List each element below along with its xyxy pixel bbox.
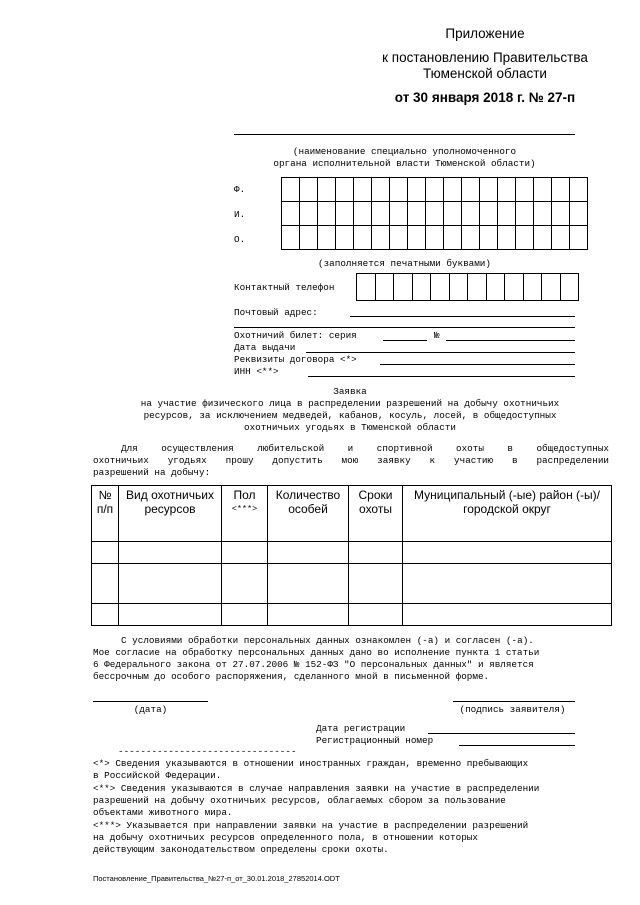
sex-label: Пол <box>233 488 256 502</box>
sex-footnote-mark: <***> <box>231 504 258 514</box>
contract-line[interactable] <box>380 364 575 365</box>
inn-line[interactable] <box>308 376 575 377</box>
print-letters-note: (заполняется печатными буквами) <box>318 258 491 269</box>
ticket-number-line[interactable] <box>446 340 575 341</box>
surname-row[interactable] <box>282 178 588 202</box>
footnote-2-line-3: объектами животного мира. <box>93 807 233 818</box>
consent-line-2: Мое согласие на обработку персональных данных дано во исполнение пункта 1 статьи <box>93 647 540 658</box>
signature-line[interactable] <box>453 701 575 702</box>
name-letter-grid[interactable] <box>281 177 588 250</box>
date-line[interactable] <box>93 701 208 702</box>
authority-caption-2: органа исполнительной власти Тюменской области) <box>273 158 536 169</box>
patronymic-label: О. <box>234 234 246 245</box>
name-row[interactable] <box>282 202 588 226</box>
decree-date-number: от 30 января 2018 г. № 27-п <box>394 90 576 105</box>
authority-caption-1: (наименование специально уполномоченного <box>292 146 517 157</box>
col-district-header: Муниципальный (-ые) район (-ы)/ городской округ <box>403 486 612 542</box>
table-header-row <box>92 486 612 542</box>
intro-line-1: Для осуществления любительской и спортивной охоты в общедоступных <box>121 443 609 454</box>
contract-label: Реквизиты договора <*> <box>234 354 357 365</box>
name-label: И. <box>234 209 246 220</box>
registration-number-line[interactable] <box>459 745 575 746</box>
number-sign: № <box>434 330 440 341</box>
footnote-3-line-2: на добычу охотничьих ресурсов определенного пола, в отношении которых <box>93 832 478 843</box>
appendix-label: Приложение <box>445 26 525 41</box>
footnote-2-line-1: <**> Сведения указываются в случае направления заявки на участие в распределении <box>93 783 540 794</box>
intro-line-3: разрешений на добычу: <box>93 467 211 478</box>
title-line-2: ресурсов, за исключением медведей, кабанов, косуль, лосей, в общедоступных <box>143 410 557 421</box>
authority-line[interactable] <box>234 134 575 135</box>
decree-reference: к постановлению Правительства <box>382 50 588 65</box>
footnote-1-line-2: в Российской Федерации. <box>93 770 222 781</box>
signature-caption: (подпись заявителя) <box>459 704 566 715</box>
footnote-separator: -------------------------------- <box>118 746 297 757</box>
patronymic-row[interactable] <box>282 226 588 250</box>
hunting-ticket-label: Охотничий билет: серия <box>234 330 357 341</box>
consent-line-4: бессрочным до особого распоряжения, сделанного мной в письменной форме. <box>93 671 490 682</box>
footnote-1-line-1: <*> Сведения указываются в отношении иностранных граждан, временно пребывающих <box>93 758 529 769</box>
col-period-header: Сроки охоты <box>349 486 403 542</box>
date-caption: (дата) <box>133 704 168 715</box>
species-table <box>91 485 612 626</box>
address-label: Почтовый адрес: <box>234 307 318 318</box>
footnote-3-line-1: <***> Указывается при направлении заявки на участие в распределении разрешений <box>93 820 529 831</box>
table-row[interactable] <box>92 542 612 564</box>
inn-label: ИНН <**> <box>234 366 279 377</box>
col-sex-header <box>222 486 268 542</box>
consent-line-3: 6 Федерального закона от 27.07.2006 № 152-ФЗ "О персональных данных" и является <box>93 659 534 670</box>
registration-date-line[interactable] <box>428 733 575 734</box>
document-filename: Постановление_Правительства_№27-п_от_30.01.2018_27852014.ODT <box>93 874 340 883</box>
registration-number-label: Регистрационный номер <box>316 735 434 746</box>
ticket-series-line[interactable] <box>383 340 427 341</box>
region-name: Тюменской области <box>423 66 547 81</box>
table-row[interactable] <box>92 604 612 626</box>
phone-grid[interactable] <box>356 273 579 301</box>
issue-date-line[interactable] <box>306 352 575 353</box>
surname-label: Ф. <box>234 184 246 195</box>
phone-label: Контактный телефон <box>234 282 335 293</box>
address-line-1[interactable] <box>350 316 575 317</box>
registration-date-label: Дата регистрации <box>316 723 406 734</box>
address-line-2[interactable] <box>234 327 575 328</box>
intro-line-2: охотничьих угодьях прошу допустить мою заявку к участию в распределении <box>93 455 609 466</box>
title-line-3: охотничьих угодьях в Тюменской области <box>243 422 456 433</box>
footnote-3-line-3: действующим законодательством определены сроки охоты. <box>93 844 389 855</box>
table-row[interactable] <box>92 564 612 604</box>
col-number-header: № п/п <box>92 486 119 542</box>
footnote-2-line-2: разрешений на добычу охотничьих ресурсов, облагаемых сбором за пользование <box>93 795 506 806</box>
consent-line-1: С условиями обработки персональных данных ознакомлен (-а) и согласен (-а). <box>121 635 534 646</box>
issue-date-label: Дата выдачи <box>234 342 296 353</box>
title-line-1: на участие физического лица в распределении разрешений на добычу охотничьих <box>140 398 560 409</box>
col-quantity-header: Количество особей <box>268 486 349 542</box>
col-species-header: Вид охотничьих ресурсов <box>119 486 222 542</box>
application-title: Заявка <box>333 386 367 397</box>
